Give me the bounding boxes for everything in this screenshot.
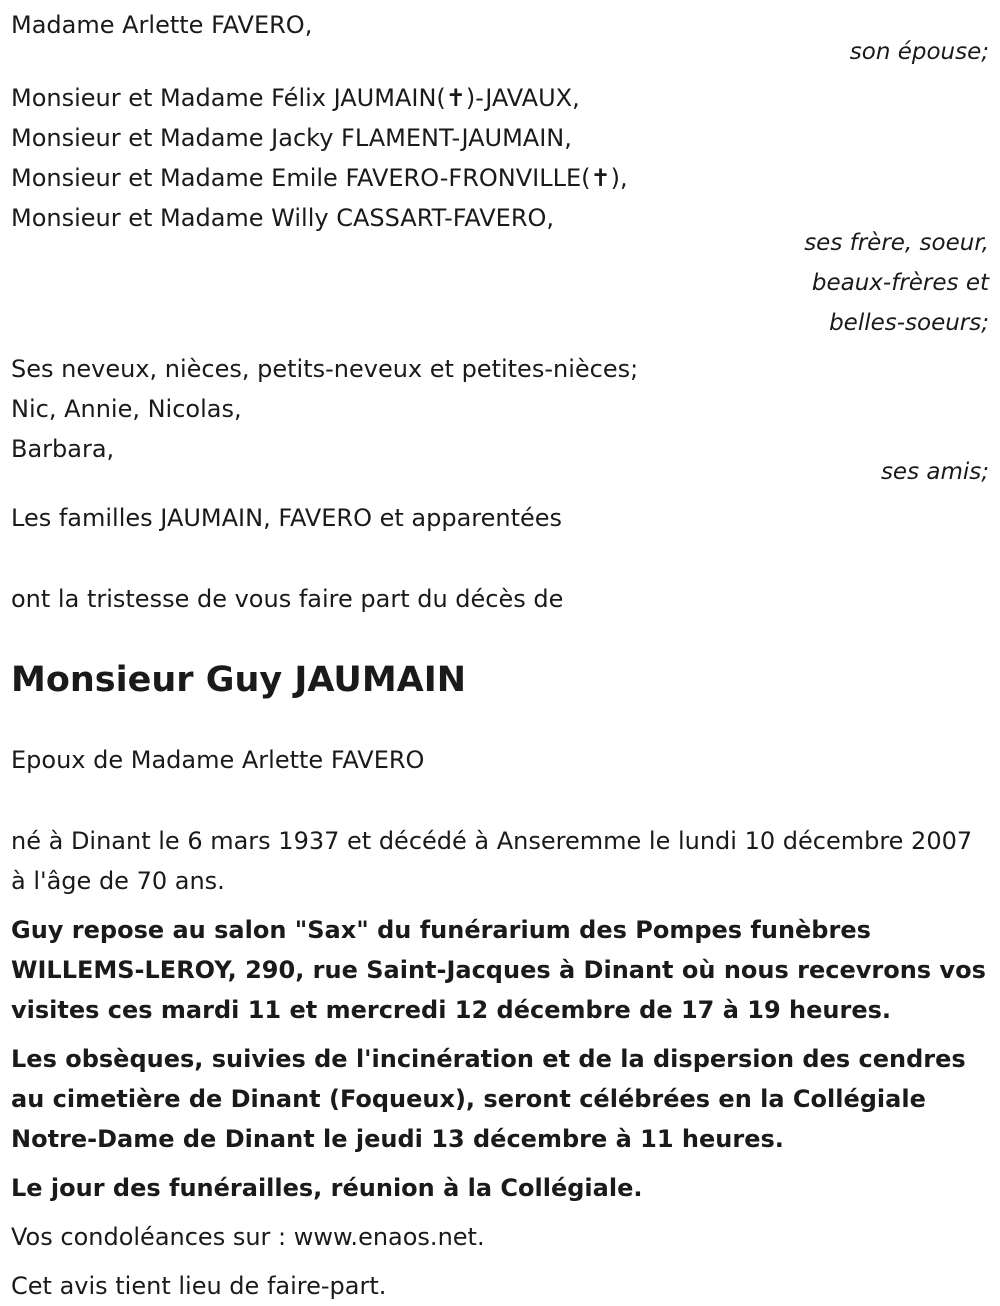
siblings-role-line: beaux-frères et bbox=[811, 270, 989, 296]
relatives-line: Nic, Annie, Nicolas, bbox=[11, 395, 242, 423]
relatives-line: Barbara, bbox=[11, 435, 115, 463]
obituary-notice bbox=[11, 0, 989, 1306]
sibling-line: Monsieur et Madame Félix JAUMAIN(✝)-JAVAUX, bbox=[11, 84, 580, 112]
sibling-line: Monsieur et Madame Willy CASSART-FAVERO, bbox=[11, 204, 555, 232]
sibling-line: Monsieur et Madame Jacky FLAMENT-JAUMAIN, bbox=[11, 124, 572, 152]
birth-death-paragraph: né à Dinant le 6 mars 1937 et décédé à Anseremme le lundi 10 décembre 2007 à l'âge de 70 ans. bbox=[11, 827, 973, 895]
spouse-of-line: Epoux de Madame Arlette FAVERO bbox=[11, 746, 425, 774]
families-line: Les familles JAUMAIN, FAVERO et apparentées bbox=[11, 504, 563, 532]
notice-line: Cet avis tient lieu de faire-part. bbox=[11, 1272, 387, 1300]
siblings-role-line: belles-soeurs; bbox=[829, 310, 989, 336]
siblings-role bbox=[11, 223, 989, 343]
relatives-line: Ses neveux, nièces, petits-neveux et petites-nièces; bbox=[11, 355, 639, 383]
gathering-paragraph: Le jour des funérailles, réunion à la Collégiale. bbox=[11, 1174, 643, 1202]
funeral-paragraph: Les obsèques, suivies de l'incinération et de la dispersion des cendres au cimetière de Dinant (Foqueux), seront célébrées en la Collégiale Notre-Dame de Dinant le jeudi 13 décembre à 11 heures. bbox=[11, 1045, 966, 1153]
spouse-name: Madame Arlette FAVERO, bbox=[11, 11, 313, 39]
visitation-paragraph: Guy repose au salon "Sax" du funérarium des Pompes funèbres WILLEMS-LEROY, 290, rue Saint-Jacques à Dinant où nous recevrons vos visites ces mardi 11 et mercredi 12 décembre de 17 à 19 heures. bbox=[11, 916, 986, 1024]
deceased-name: Monsieur Guy JAUMAIN bbox=[11, 660, 467, 700]
relatives-list bbox=[11, 349, 989, 469]
relatives-role: ses amis; bbox=[880, 459, 989, 485]
siblings-list bbox=[11, 78, 989, 238]
siblings-role-line: ses frère, soeur, bbox=[804, 230, 989, 256]
sibling-line: Monsieur et Madame Emile FAVERO-FRONVILLE(✝), bbox=[11, 164, 628, 192]
condolences-line: Vos condoléances sur : www.enaos.net. bbox=[11, 1223, 485, 1251]
spouse-role: son épouse; bbox=[849, 39, 989, 65]
announcement-line: ont la tristesse de vous faire part du décès de bbox=[11, 585, 564, 613]
